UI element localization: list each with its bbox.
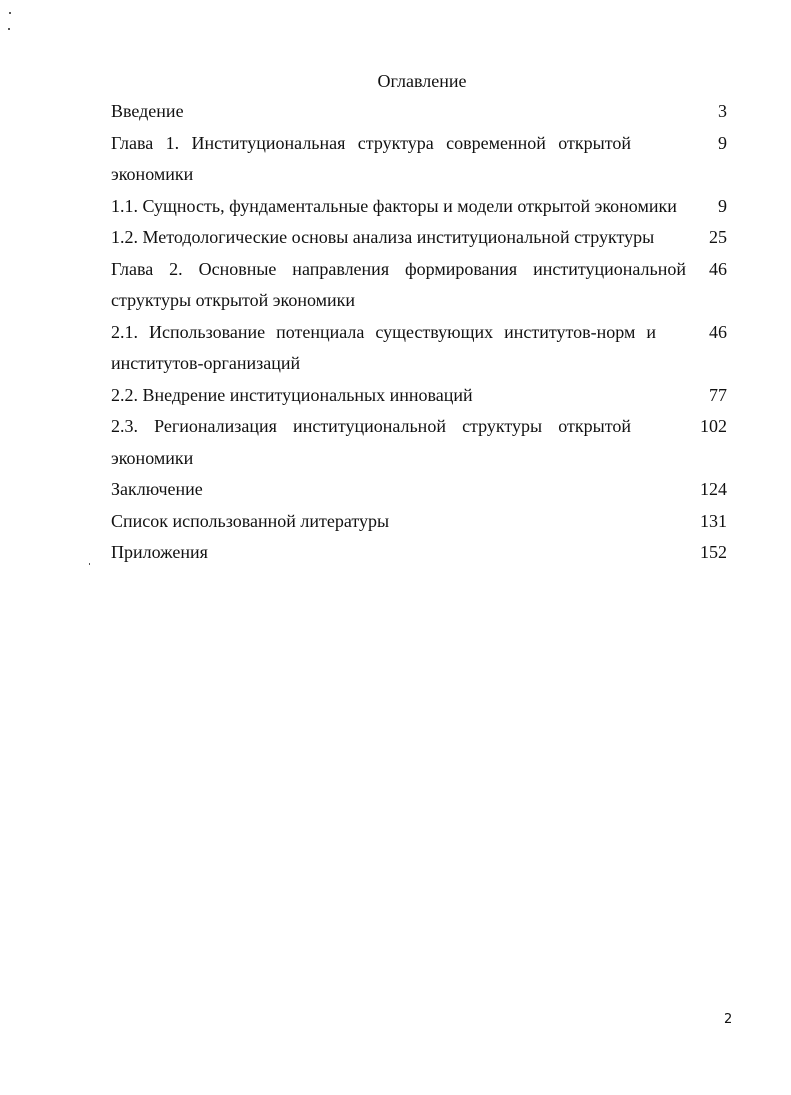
toc-entry-text: Список использованной литературы — [111, 510, 390, 531]
toc-entry — [111, 128, 731, 191]
toc-entry-text: Заключение — [111, 479, 203, 499]
toc-entry — [111, 411, 731, 474]
toc-entry — [111, 380, 731, 412]
toc-entry-text: 1.1. Сущность, фундаментальные факторы и модели открытой экономики — [111, 195, 677, 216]
toc-entry-page: 77 — [709, 384, 727, 405]
toc-entry-text: Глава 2. Основные направления формирования институциональной структуры открытой экономики — [111, 258, 686, 310]
toc-entry-text: 1.2. Методологические основы анализа институциональной структуры — [111, 227, 655, 247]
toc-entry — [111, 191, 731, 223]
toc-title: Оглавление — [377, 71, 467, 91]
toc-entry-page: 46 — [709, 321, 727, 342]
toc-entry-text: Приложения — [111, 542, 208, 562]
scan-speck — [89, 563, 90, 565]
toc-entry-text: Глава 1. Институциональная структура современной открытой экономики — [111, 132, 631, 184]
toc-entry-page: 152 — [700, 542, 727, 562]
toc-entry-page: 46 — [709, 258, 727, 279]
toc-entry-page: 3 — [718, 101, 727, 121]
table-of-contents — [111, 96, 731, 569]
page-number: 2 — [724, 1012, 733, 1027]
toc-entry — [111, 96, 731, 128]
toc-entry-text: 2.2. Внедрение институциональных инноваций — [111, 384, 473, 405]
toc-entry-page: 9 — [718, 195, 727, 216]
toc-entry-page: 9 — [718, 132, 727, 153]
scan-speck — [8, 28, 10, 30]
toc-entry-text: 2.3. Регионализация институциональной структуры открытой экономики — [111, 416, 631, 468]
toc-entry — [111, 537, 731, 569]
toc-entry — [111, 474, 731, 506]
toc-entry — [111, 317, 731, 380]
scan-speck — [9, 12, 11, 14]
toc-entry — [111, 506, 731, 538]
toc-entry-page: 25 — [709, 227, 727, 247]
toc-entry-text: 2.1. Использование потенциала существующих институтов-норм и институтов-организаций — [111, 321, 656, 373]
toc-entry-text: Введение — [111, 101, 184, 121]
toc-entry-page: 102 — [700, 416, 727, 436]
toc-entry-page: 124 — [700, 479, 727, 499]
toc-entry — [111, 254, 731, 317]
toc-entry-page: 131 — [700, 510, 727, 531]
toc-entry — [111, 222, 731, 254]
